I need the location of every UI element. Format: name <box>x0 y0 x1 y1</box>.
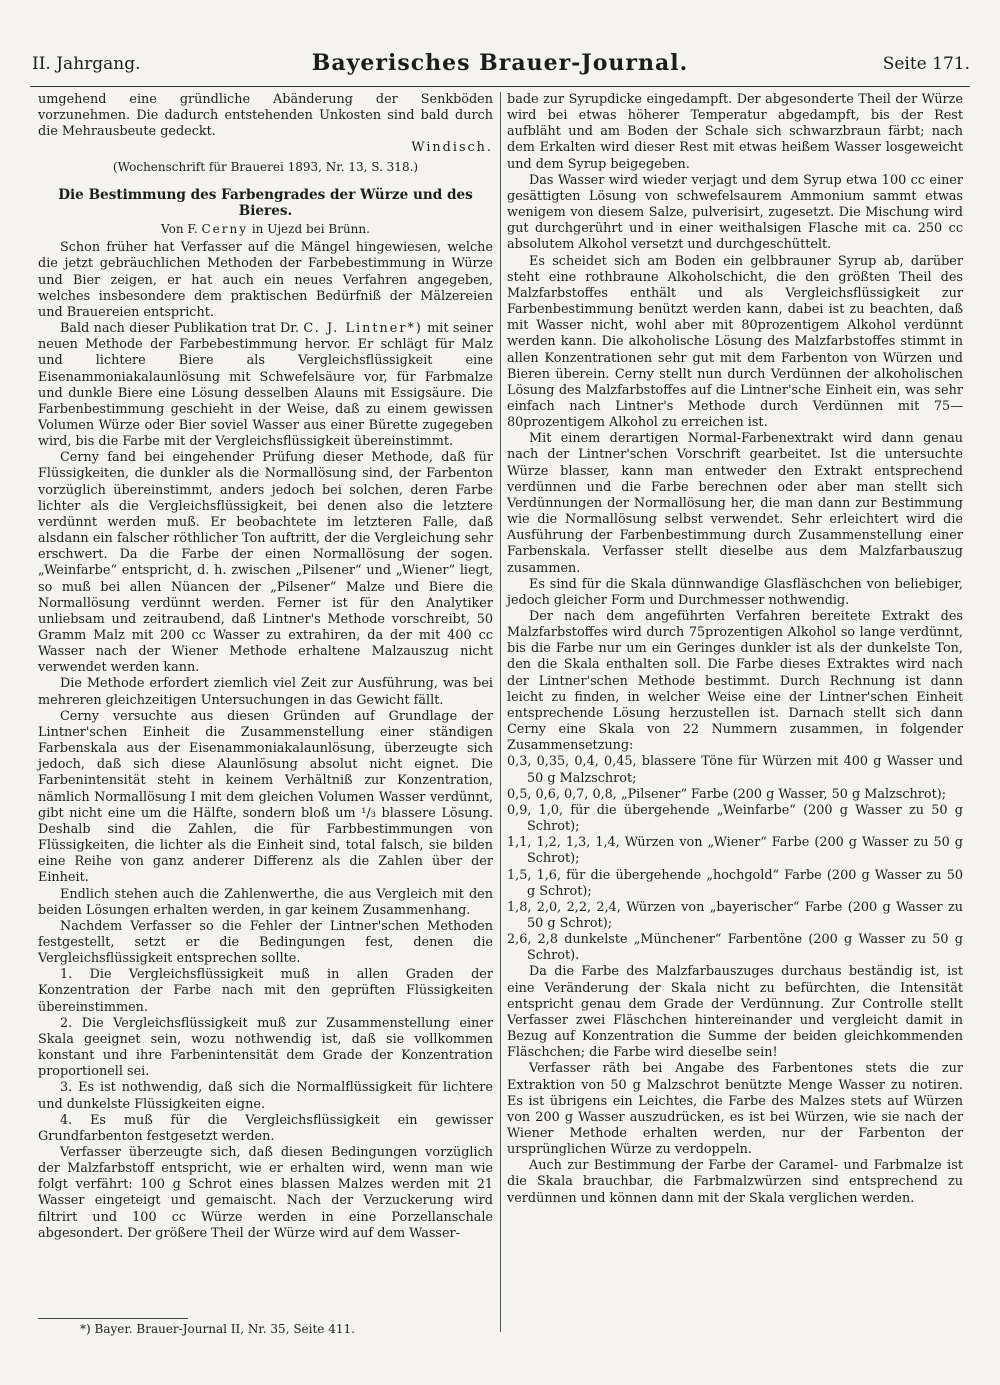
paragraph: Es sind für die Skala dünnwandige Glasfläschchen von beliebiger, jedoch gleicher Form und Durchmesser nothwendig. <box>507 576 963 608</box>
footnote-rule <box>38 1318 188 1319</box>
numbered-item: 1. Die Vergleichsflüssigkeit muß in allen Graden der Konzentration der Farbe nach mit den geprüften Flüssigkeiten übereinstimmen. <box>38 967 493 1015</box>
page-number: Seite 171. <box>882 54 970 74</box>
left-column <box>38 92 493 1242</box>
scale-entry: 0,3, 0,35, 0,4, 0,45, blassere Töne für Würzen mit 400 g Wasser und 50 g Malzschrot; <box>507 754 963 786</box>
paragraph: Verfasser räth bei Angabe des Farbentones stets die zur Extraktion von 50 g Malzschrot benützte Menge Wasser zu notiren. Es ist übrigens ein Leichtes, die Farbe des Malzes stets auf Würzen von 200 g Wasser auszudrücken, es ist bei Würzen, wie sie nach der Wiener Methode erhalten werden, nur der Farbenton der ursprünglichen Würze zu verdoppeln. <box>507 1061 963 1158</box>
paragraph: Mit einem derartigen Normal-Farbenextrakt wird dann genau nach der Lintner'schen Vorschrift gearbeitet. Ist die untersuchte Würze blasser, kann man entweder den Extrakt entsprechend verdünnen und die Farbe berechnen oder aber man stellt sich Verdünnungen der Normallösung her, die man dann zur Bestimmung wie die Normallösung selbst verwendet. Sehr erleichtert wird die Ausführung der Farbenbestimmung durch Zusammenstellung einer Farbenskala. Verfasser stellt dieselbe aus dem Malzfarbauszug zusammen. <box>507 431 963 576</box>
numbered-item: 4. Es muß für die Vergleichsflüssigkeit ein gewisser Grundfarbenton festgesetzt werden. <box>38 1112 493 1144</box>
paragraph: bade zur Syrupdicke eingedampft. Der abgesonderte Theil der Würze wird bei etwas höherer Temperatur abgedampft, bis der Rest aufbläht und am Boden der Schale sich schwarzbraun färbt; nach dem Erkalten wird dieser Rest mit etwas heißem Wasser losgeweicht und dem Syrup beigegeben. <box>507 92 963 172</box>
footnote: *) Bayer. Brauer-Journal II, Nr. 35, Seite 411. <box>80 1322 355 1336</box>
page-header <box>30 50 970 84</box>
scale-entry: 0,5, 0,6, 0,7, 0,8, „Pilsener“ Farbe (200 g Wasser, 50 g Malzschrot); <box>507 786 947 802</box>
paragraph: Da die Farbe des Malzfarbauszuges durchaus beständig ist, ist eine Veränderung der Skala nicht zu befürchten, die Intensität entspricht genau dem Grade der Verdünnung. Zur Controlle stellt Verfasser zwei Fläschchen hintereinander und vergleicht damit in Bezug auf Konzentration die Summe der beiden gleichkommenden Fläschchen; die Farbe wird dieselbe sein! <box>507 964 963 1061</box>
numbered-item: 3. Es ist nothwendig, daß sich die Normalflüssigkeit für lichtere und dunkelste Flüssigkeiten eigne. <box>38 1080 493 1112</box>
cited-name: C. J. Lintner*) <box>303 321 423 337</box>
article-title: Die Bestimmung des Farbengrades der Würze und des Bieres. <box>58 186 473 219</box>
scale-entry: 0,9, 1,0, für die übergehende „Weinfarbe“ (200 g Wasser zu 50 g Schrot); <box>507 802 963 835</box>
text-run: Bald nach dieser Publikation trat Dr. <box>60 321 300 337</box>
paragraph: Cerny fand bei eingehender Prüfung dieser Methode, daß für Flüssigkeiten, die dunkler als die Normallösung sind, der Farbenton vorzüglich übereinstimmt, anders jedoch bei solchen, deren Farbe lichter als die Vergleichsflüssigkeit, bei denen also die letztere verdünnt werden muß. Er beobachtete im letzteren Falle, daß alsdann ein falscher röthlicher Ton auftritt, der die Vergleichung sehr erschwert. Da die Farbe der einen Normallösung der sogen. „Weinfarbe“ entspricht, d. h. zwischen „Pilsener“ und „Wiener“ liegt, so muß bei allen Nüancen der „Pilsener“ Malze und Biere die Normallösung verdünnt werden. Ferner ist für den Analytiker unliebsam und zeitraubend, daß Lintner's Methode vorschreibt, 50 Gramm Malz mit 200 cc Wasser zu extrahiren, da der mit 400 cc Wasser nach der Wiener Methode erhaltene Malzauszug nicht verwendet werden kann. <box>38 450 493 676</box>
byline-prefix: Von F. <box>161 222 198 237</box>
paragraph: Verfasser überzeugte sich, daß diesen Bedingungen vorzüglich der Malzfarbstoff entspricht, wie er erhalten wird, wenn man wie folgt verfährt: 100 g Schrot eines blassen Malzes werden mit 21 Wasser eingeteigt und gemaischt. Nach der Verzuckerung wird filtrirt und 100 cc Würze werden in eine Porzellanschale abgesondert. Der größere Theil der Würze wird auf dem Wasser- <box>38 1145 493 1241</box>
paragraph: Der nach dem angeführten Verfahren bereitete Extrakt des Malzfarbstoffes wird durch 75prozentigen Alkohol so lange verdünnt, bis die Farbe nur um ein Geringes dunkler ist als der dunkelste Ton, den die Skala enthalten soll. Die Farbe dieses Extraktes wird nach der Lintner'schen Methode bestimmt. Durch Rechnung ist dann leicht zu finden, in welcher Weise eine der Lintner'schen Einheit entsprechende Lösung herzustellen ist. Darnach stellt sich dann Cerny eine Skala von 22 Nummern zusammen, in folgender Zusammensetzung: <box>507 609 963 754</box>
paragraph <box>38 321 493 450</box>
source-citation: (Wochenschrift für Brauerei 1893, Nr. 13, S. 318.) <box>112 159 419 174</box>
byline-place: in Ujezd bei Brünn. <box>251 222 370 237</box>
numbered-item: 2. Die Vergleichsflüssigkeit muß zur Zusammenstellung einer Skala geeignet sein, wozu nothwendig ist, daß sie vollkommen konstant und ihre Farbenintensität dem Grade der Konzentration proportionell sei. <box>38 1015 493 1080</box>
right-column <box>507 92 963 1207</box>
paragraph: Es scheidet sich am Boden ein gelbbrauner Syrup ab, darüber steht eine rothbraune Alkoholschicht, die den größten Theil des Malzfarbstoffes enthält und als Vergleichsflüssigkeit zur Farbenbestimmung benützt werden kann, dabei ist zu beachten, daß mit Wasser nicht, wohl aber mit 80prozentigem Alkohol verdünnt werden kann. Die alkoholische Lösung des Malzfarbstoffes stimmt in allen Konzentrationen sehr gut mit dem Farbenton von Würzen und Bieren überein. Cerny stellt nun durch Verdünnen der alkoholischen Lösung des Malzfarbstoffes auf die Lintner'sche Einheit ein, was sehr einfach nach Lintner's Methode durch Verdünnen mit 75—80prozentigem Alkohol zu erreichen ist. <box>507 253 963 431</box>
paragraph: Das Wasser wird wieder verjagt und dem Syrup etwa 100 cc einer gesättigten Lösung von schwefelsaurem Ammonium sammt etwas wenigem von diesem Salze, pulverisirt, zugesetzt. Die Mischung wird gut durchgerührt und in einer weithalsigen Flasche mit ca. 250 cc absolutem Alkohol versetzt und durchgeschüttelt. <box>507 172 963 253</box>
signature: Windisch. <box>411 140 493 156</box>
paragraph: umgehend eine gründliche Abänderung der Senkböden vorzunehmen. Die dadurch entstehenden Unkosten sind bald durch die Mehrausbeute gedeckt. <box>38 92 493 140</box>
text-run: mit seiner neuen Methode der Farbebestimmung hervor. Er schlägt für Malz und lichtere Biere als Vergleichsflüssigkeit eine Eisenammoniakalaunlösung mit Schwefelsäure vor, für Farbmalze und dunkle Biere eine Lösung desselben Alauns mit Essigsäure. Die Farbenbestimmung geschieht in der Weise, daß zu einem gewissen Volumen Würze oder Bier soviel Wasser aus einer Bürette zugegeben wird, bis die Farbe mit der Vergleichsflüssigkeit übereinstimmt. <box>38 321 493 450</box>
scale-entry: 1,8, 2,0, 2,2, 2,4, Würzen von „bayerischer“ Farbe (200 g Wasser zu 50 g Schrot); <box>507 899 963 931</box>
scale-entry: 1,5, 1,6, für die übergehende „hochgold“ Farbe (200 g Wasser zu 50 g Schrot); <box>507 867 963 899</box>
header-rule <box>30 86 970 87</box>
volume-label: II. Jahrgang. <box>32 54 141 74</box>
scale-entry: 2,6, 2,8 dunkelste „Münchener“ Farbentöne (200 g Wasser zu 50 g Schrot). <box>507 932 963 964</box>
journal-title: Bayerisches Brauer-Journal. <box>311 50 689 76</box>
paragraph: Cerny versuchte aus diesen Gründen auf Grundlage der Lintner'schen Einheit die Zusammenstellung einer ständigen Farbenskala aus der Eisenammoniakalaunlösung, überzeugte sich jedoch, daß sich diese Alaunlösung absolut nicht eignet. Die Farbenintensität steht in keinem Verhältniß zur Konzentration, nämlich Normallösung I mit dem gleichen Volumen Wasser verdünnt, gibt nicht eine um die Hälfte, sondern bloß um ¹/₃ blassere Lösung. Deshalb sind die Zahlen, die für Farbbestimmungen von Flüssigkeiten, die lichter als die Einheit sind, total falsch, sie bilden eine Reihe von ganz anderer Differenz als die Zahlen über der Einheit. <box>38 708 493 886</box>
paragraph: Nachdem Verfasser so die Fehler der Lintner'schen Methoden festgestellt, setzt er die Bedingungen fest, denen die Vergleichsflüssigkeit entsprechen sollte. <box>38 918 493 967</box>
paragraph: Schon früher hat Verfasser auf die Mängel hingewiesen, welche die jetzt gebräuchlichen Methoden der Farbebestimmung in Würze und Bier zeigen, er hat auch ein neues Verfahren angegeben, welches insbesondere dem praktischen Bedürfniß der Mälzereien und Brauereien entspricht. <box>38 240 493 320</box>
scale-entry: 1,1, 1,2, 1,3, 1,4, Würzen von „Wiener“ Farbe (200 g Wasser zu 50 g Schrot); <box>507 835 963 867</box>
paragraph: Endlich stehen auch die Zahlenwerthe, die aus Vergleich mit den beiden Lösungen erhalten werden, in gar keinem Zusammenhang. <box>38 886 493 918</box>
byline <box>38 221 493 237</box>
paragraph: Auch zur Bestimmung der Farbe der Caramel- und Farbmalze ist die Skala brauchbar, die Farbmalzwürzen sind entsprechend zu verdünnen und können dann mit der Skala verglichen werden. <box>507 1158 963 1206</box>
paragraph: Die Methode erfordert ziemlich viel Zeit zur Ausführung, was bei mehreren gleichzeitigen Untersuchungen in das Gewicht fällt. <box>38 676 493 708</box>
column-divider <box>500 92 501 1332</box>
author-name: Cerny <box>201 222 248 237</box>
